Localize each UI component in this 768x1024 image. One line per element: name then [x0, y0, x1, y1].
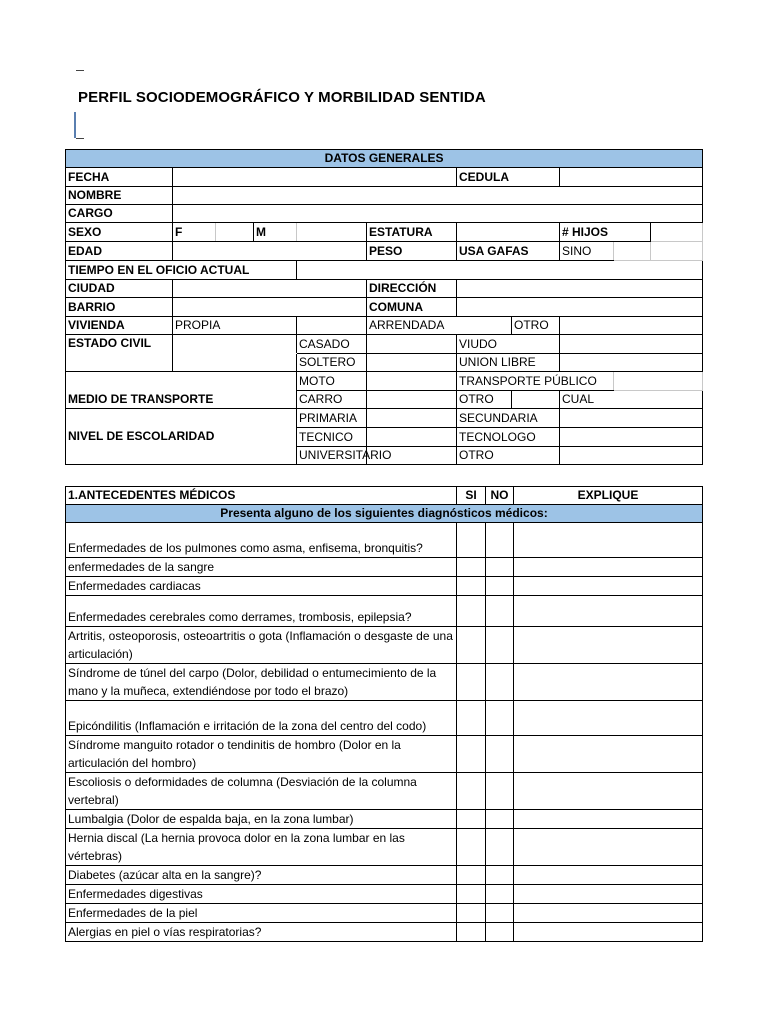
label-barrio: BARRIO	[66, 298, 173, 317]
label-casado: CASADO	[297, 335, 367, 354]
label-m: M	[254, 223, 297, 242]
no-checkbox[interactable]	[486, 577, 514, 596]
label-nivel-escolaridad: NIVEL DE ESCOLARIDAD	[66, 409, 297, 465]
label-direccion: DIRECCIÓN	[367, 280, 457, 298]
label-peso: PESO	[367, 242, 457, 261]
diagnostico-label: Hernia discal (La hernia provoca dolor en la zona lumbar en las vértebras)	[66, 829, 457, 866]
estatura-field[interactable]	[457, 223, 560, 242]
diagnostico-label: Síndrome manguito rotador o tendinitis de hombro (Dolor en la articulación del hombro)	[66, 736, 457, 773]
table-row	[66, 829, 703, 866]
no-checkbox[interactable]	[486, 923, 514, 942]
secundaria-checkbox[interactable]	[560, 409, 703, 428]
label-hijos: # HIJOS	[560, 223, 651, 242]
label-f: F	[173, 223, 216, 242]
label-transporte-otro: OTRO	[457, 391, 512, 409]
explique-field[interactable]	[514, 523, 703, 558]
gafas-si-no	[560, 242, 614, 261]
si-checkbox[interactable]	[457, 810, 486, 829]
no-checkbox[interactable]	[486, 627, 514, 664]
label-moto: MOTO	[297, 372, 367, 391]
no-checkbox[interactable]	[486, 773, 514, 810]
direccion-field[interactable]	[457, 280, 703, 298]
diagnostico-label: Escoliosis o deformidades de columna (Desviación de la columna vertebral)	[66, 773, 457, 810]
cargo-field[interactable]	[173, 205, 703, 223]
no-checkbox[interactable]	[486, 523, 514, 558]
nombre-field[interactable]	[173, 187, 703, 205]
label-comuna: COMUNA	[367, 298, 457, 317]
fecha-field[interactable]	[173, 168, 457, 187]
explique-field[interactable]	[514, 885, 703, 904]
gafas-no-checkbox[interactable]	[651, 242, 703, 261]
label-escolaridad-otro: OTRO	[457, 447, 560, 465]
diagnostico-label: Artritis, osteoporosis, osteoartritis o gota (Inflamación o desgaste de una articulación)	[66, 627, 457, 664]
label-universitario: UNIVERSITARIO	[297, 447, 367, 465]
label-gafas-no: NO	[573, 243, 592, 258]
union-libre-checkbox[interactable]	[560, 354, 703, 372]
table-row	[66, 523, 703, 558]
ciudad-field[interactable]	[173, 280, 367, 298]
gafas-si-checkbox[interactable]	[614, 242, 651, 261]
label-vivienda: VIVIENDA	[66, 317, 173, 335]
datos-generales-header: DATOS GENERALES	[66, 150, 703, 168]
cedula-field[interactable]	[560, 168, 703, 187]
diagnostico-label: Enfermedades cerebrales como derrames, trombosis, epilepsia?	[66, 596, 457, 627]
table-row	[66, 558, 703, 577]
escolaridad-otro-checkbox[interactable]	[560, 447, 703, 465]
si-checkbox[interactable]	[457, 829, 486, 866]
label-tecnologo: TECNOLOGO	[457, 428, 560, 447]
table-row	[66, 736, 703, 773]
propia-checkbox[interactable]	[297, 317, 367, 335]
no-checkbox[interactable]	[486, 664, 514, 701]
table-row	[66, 664, 703, 701]
m-checkbox[interactable]	[297, 223, 367, 242]
si-checkbox[interactable]	[457, 885, 486, 904]
table-row	[66, 577, 703, 596]
diagnostico-label: Enfermedades de los pulmones como asma, enfisema, bronquitis?	[66, 523, 457, 558]
hijos-field[interactable]	[651, 223, 703, 242]
diagnostico-label: Enfermedades cardiacas	[66, 577, 457, 596]
si-checkbox[interactable]	[457, 923, 486, 942]
table-row	[66, 866, 703, 885]
explique-field[interactable]	[514, 829, 703, 866]
si-checkbox[interactable]	[457, 736, 486, 773]
table-row	[66, 627, 703, 664]
tiempo-oficio-field[interactable]	[297, 261, 703, 280]
explique-field[interactable]	[514, 866, 703, 885]
explique-field[interactable]	[514, 596, 703, 627]
f-checkbox[interactable]	[216, 223, 254, 242]
label-propia: PROPIA	[173, 317, 297, 335]
diagnostico-label: enfermedades de la sangre	[66, 558, 457, 577]
comuna-field[interactable]	[457, 298, 703, 317]
label-gafas-si: SI	[562, 243, 574, 258]
label-viudo: VIUDO	[457, 335, 560, 354]
table-row	[66, 885, 703, 904]
no-checkbox[interactable]	[486, 736, 514, 773]
antecedentes-subheader: Presenta alguno de los siguientes diagnósticos médicos:	[66, 505, 703, 523]
col-si: SI	[457, 487, 486, 505]
diagnostico-label: Enfermedades digestivas	[66, 885, 457, 904]
explique-field[interactable]	[514, 701, 703, 736]
soltero-checkbox[interactable]	[367, 354, 457, 372]
datos-generales-table	[65, 149, 703, 465]
explique-field[interactable]	[514, 810, 703, 829]
label-usa-gafas: USA GAFAS	[457, 242, 560, 261]
label-ciudad: CIUDAD	[66, 280, 173, 298]
explique-field[interactable]	[514, 627, 703, 664]
label-arrendada: ARRENDADA	[367, 317, 512, 335]
tecnologo-checkbox[interactable]	[560, 428, 703, 447]
no-checkbox[interactable]	[486, 701, 514, 736]
transporte-publico-checkbox[interactable]	[614, 372, 703, 391]
antecedentes-medicos-table	[65, 486, 703, 942]
label-nombre: NOMBRE	[66, 187, 173, 205]
explique-field[interactable]	[514, 577, 703, 596]
si-checkbox[interactable]	[457, 664, 486, 701]
diagnostico-label: Epicóndilitis (Inflamación e irritación de la zona del centro del codo)	[66, 701, 457, 736]
primaria-checkbox[interactable]	[367, 409, 457, 428]
label-estatura: ESTATURA	[367, 223, 457, 242]
label-transporte-publico: TRANSPORTE PÚBLICO	[457, 372, 614, 391]
diagnostico-label: Diabetes (azúcar alta en la sangre)?	[66, 866, 457, 885]
label-medio-transporte: MEDIO DE TRANSPORTE	[66, 372, 297, 409]
label-vivienda-otro: OTRO	[512, 317, 560, 335]
tecnico-checkbox[interactable]	[367, 428, 457, 447]
label-carro: CARRO	[297, 391, 367, 409]
moto-checkbox[interactable]	[367, 372, 457, 391]
no-checkbox[interactable]	[486, 904, 514, 923]
si-checkbox[interactable]	[457, 866, 486, 885]
label-tiempo-oficio: TIEMPO EN EL OFICIO ACTUAL	[66, 261, 297, 280]
diagnostico-label: Lumbalgia (Dolor de espalda baja, en la zona lumbar)	[66, 810, 457, 829]
table-row	[66, 810, 703, 829]
label-fecha: FECHA	[66, 168, 173, 187]
no-checkbox[interactable]	[486, 596, 514, 627]
casado-checkbox[interactable]	[367, 335, 457, 354]
diagnostico-label: Síndrome de túnel del carpo (Dolor, debilidad o entumecimiento de la mano y la muñeca, extendiéndose por todo el brazo)	[66, 664, 457, 701]
table-row	[66, 904, 703, 923]
si-checkbox[interactable]	[457, 904, 486, 923]
label-secundaria: SECUNDARIA	[457, 409, 560, 428]
no-checkbox[interactable]	[486, 558, 514, 577]
transporte-otro-checkbox[interactable]	[512, 391, 560, 409]
viudo-checkbox[interactable]	[560, 335, 703, 354]
explique-field[interactable]	[514, 904, 703, 923]
si-checkbox[interactable]	[457, 627, 486, 664]
barrio-field[interactable]	[173, 298, 367, 317]
explique-field[interactable]	[514, 923, 703, 942]
label-estado-civil: ESTADO CIVIL	[66, 335, 173, 372]
label-soltero: SOLTERO	[297, 354, 367, 372]
explique-field[interactable]	[514, 773, 703, 810]
explique-field[interactable]	[514, 736, 703, 773]
antecedentes-title: 1.ANTECEDENTES MÉDICOS	[66, 487, 457, 505]
label-union-libre: UNION LIBRE	[457, 354, 560, 372]
label-edad: EDAD	[66, 242, 173, 261]
diagnostico-label: Alergias en piel o vías respiratorias?	[66, 923, 457, 942]
no-checkbox[interactable]	[486, 810, 514, 829]
si-checkbox[interactable]	[457, 596, 486, 627]
edad-field[interactable]	[173, 242, 367, 261]
si-checkbox[interactable]	[457, 577, 486, 596]
page-title: PERFIL SOCIODEMOGRÁFICO Y MORBILIDAD SENTIDA	[78, 89, 486, 106]
table-row	[66, 923, 703, 942]
col-explique: EXPLIQUE	[514, 487, 703, 505]
label-sexo: SEXO	[66, 223, 173, 242]
label-cargo: CARGO	[66, 205, 173, 223]
no-checkbox[interactable]	[486, 885, 514, 904]
table-row	[66, 596, 703, 627]
si-checkbox[interactable]	[457, 701, 486, 736]
si-checkbox[interactable]	[457, 558, 486, 577]
table-row	[66, 773, 703, 810]
no-checkbox[interactable]	[486, 866, 514, 885]
label-cual: CUAL	[560, 391, 703, 409]
no-checkbox[interactable]	[486, 829, 514, 866]
explique-field[interactable]	[514, 664, 703, 701]
carro-checkbox[interactable]	[367, 391, 457, 409]
si-checkbox[interactable]	[457, 523, 486, 558]
table-row	[66, 701, 703, 736]
explique-field[interactable]	[514, 558, 703, 577]
diagnostico-label: Enfermedades de la piel	[66, 904, 457, 923]
label-primaria: PRIMARIA	[297, 409, 367, 428]
vivienda-otro-field[interactable]	[560, 317, 703, 335]
si-checkbox[interactable]	[457, 773, 486, 810]
col-no: NO	[486, 487, 514, 505]
label-tecnico: TECNICO	[297, 428, 367, 447]
label-cedula: CEDULA	[457, 168, 560, 187]
